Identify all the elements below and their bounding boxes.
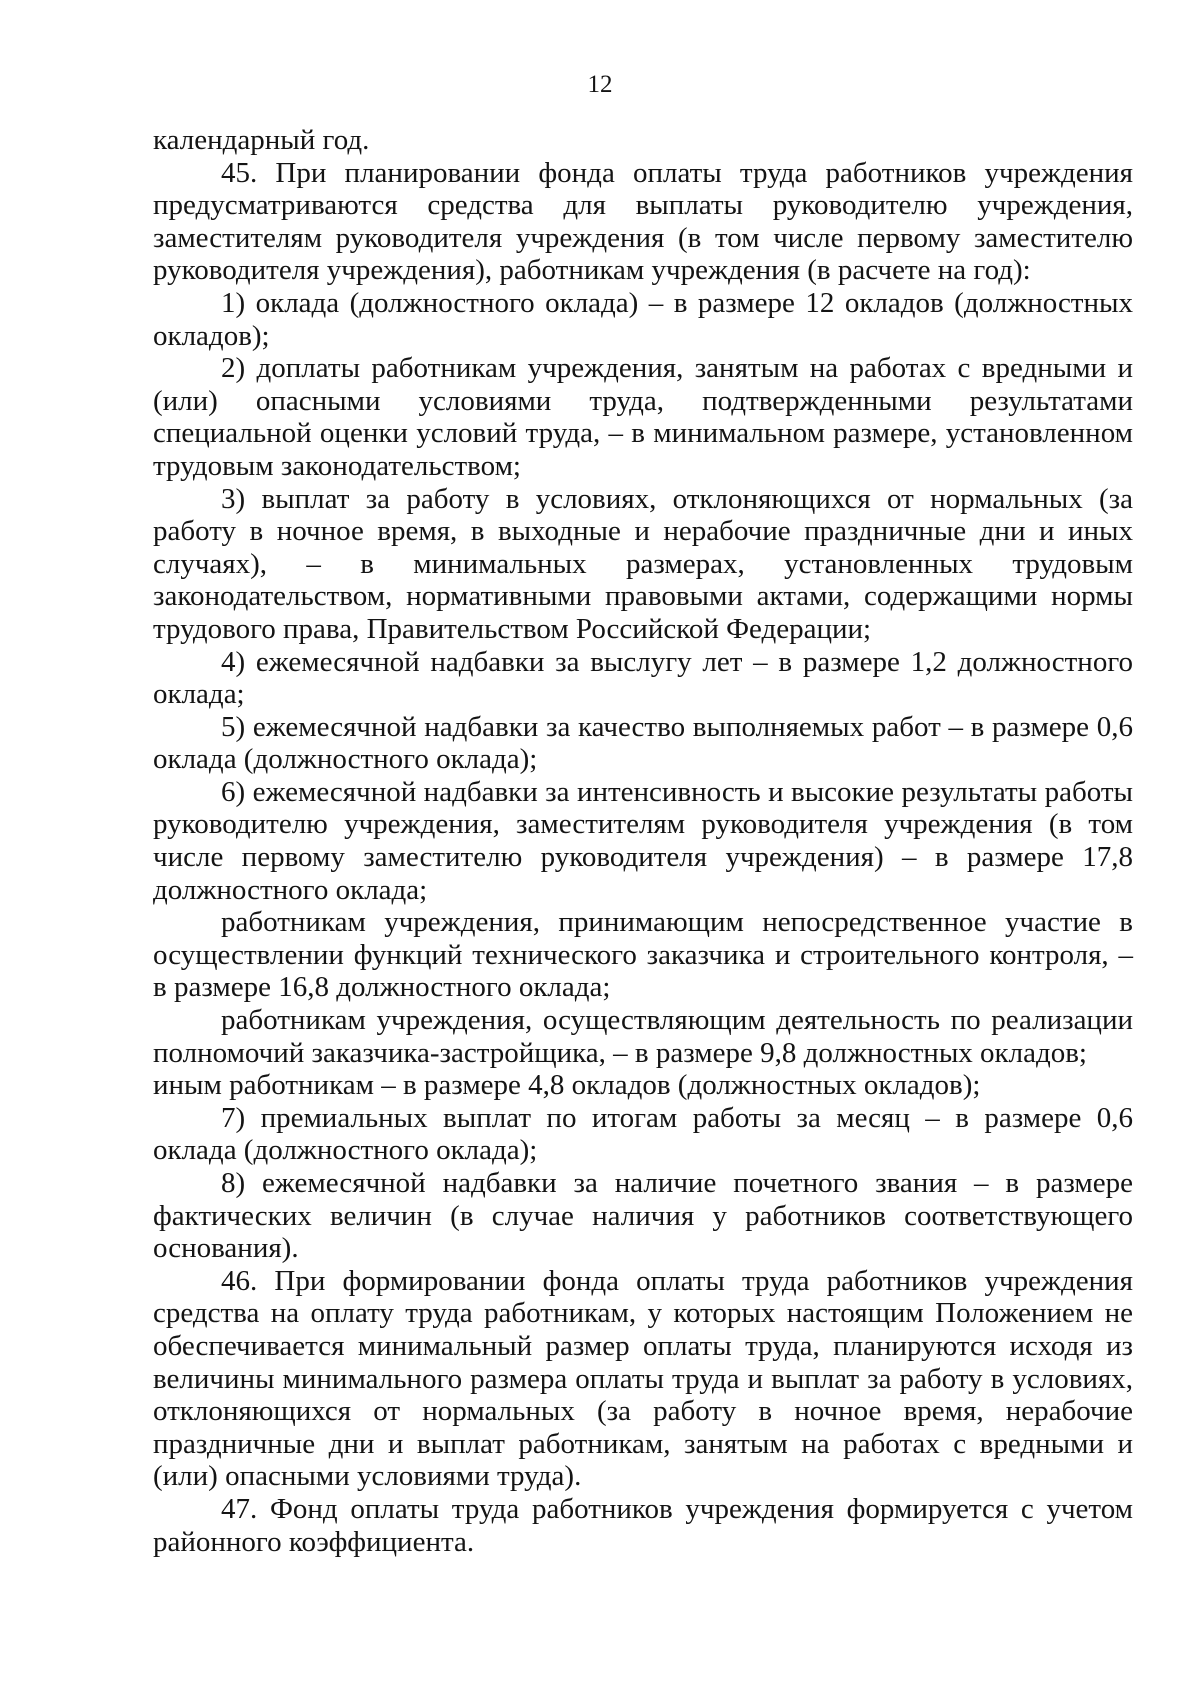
list-item-2: 2) доплаты работникам учреждения, занятым на работах с вредными и (или) опасными условиями труда, подтвержденными результатами специальной оценки условий труда, – в минимальном размере, установленном трудовым законодательством;: [153, 352, 1133, 482]
list-item-6: 6) ежемесячной надбавки за интенсивность и высокие результаты работы руководителю учреждения, заместителям руководителя учреждения (в том числе первому заместителю руководителя учреждения) – в размере 17,8 должностного оклада;: [153, 775, 1133, 906]
list-item-8: 8) ежемесячной надбавки за наличие почетного звания – в размере фактических величин (в случае наличия у работников соответствующего основания).: [153, 1167, 1133, 1265]
list-item-6-technical-customer: работникам учреждения, принимающим непосредственное участие в осуществлении функций технического заказчика и строительного контроля, – в размере 16,8 должностного оклада;: [153, 906, 1133, 1004]
paragraph-continuation: календарный год.: [153, 124, 370, 156]
list-item-7: 7) премиальных выплат по итогам работы за месяц – в размере 0,6 оклада (должностного оклада);: [153, 1101, 1133, 1167]
page-number: 12: [587, 71, 613, 98]
list-item-6-other-workers: иным работникам – в размере 4,8 окладов (должностных окладов);: [153, 1069, 981, 1102]
document-body: [153, 124, 1133, 1558]
list-item-6-developer-customer: работникам учреждения, осуществляющим деятельность по реализации полномочий заказчика-застройщика, – в размере 9,8 должностных окладов;: [153, 1004, 1133, 1069]
list-item-5: 5) ежемесячной надбавки за качество выполняемых работ – в размере 0,6 оклада (должностного оклада);: [153, 710, 1133, 776]
list-item-3: 3) выплат за работу в условиях, отклоняющихся от нормальных (за работу в ночное время, в выходные и нерабочие праздничные дни и иных случаях), – в минимальных размерах, установленных трудовым законодательством, нормативными правовыми актами, содержащими нормы трудового права, Правительством Российской Федерации;: [153, 482, 1133, 645]
paragraph-item-45: 45. При планировании фонда оплаты труда работников учреждения предусматриваются средства для выплаты руководителю учреждения, заместителям руководителя учреждения (в том числе первому заместителю руководителя учреждения), работникам учреждения (в расчете на год):: [153, 156, 1133, 287]
list-item-1: 1) оклада (должностного оклада) – в размере 12 окладов (должностных окладов);: [153, 286, 1133, 352]
list-item-4: 4) ежемесячной надбавки за выслугу лет – в размере 1,2 должностного оклада;: [153, 645, 1133, 711]
paragraph-item-47: 47. Фонд оплаты труда работников учреждения формируется с учетом районного коэффициента.: [153, 1492, 1133, 1558]
paragraph-item-46: 46. При формировании фонда оплаты труда работников учреждения средства на оплату труда работникам, у которых настоящим Положением не обеспечивается минимальный размер оплаты труда, планируются исходя из величины минимального размера оплаты труда и выплат за работу в условиях, отклоняющихся от нормальных (за работу в ночное время, нерабочие праздничные дни и выплат работникам, занятым на работах с вредными и (или) опасными условиями труда).: [153, 1264, 1133, 1493]
